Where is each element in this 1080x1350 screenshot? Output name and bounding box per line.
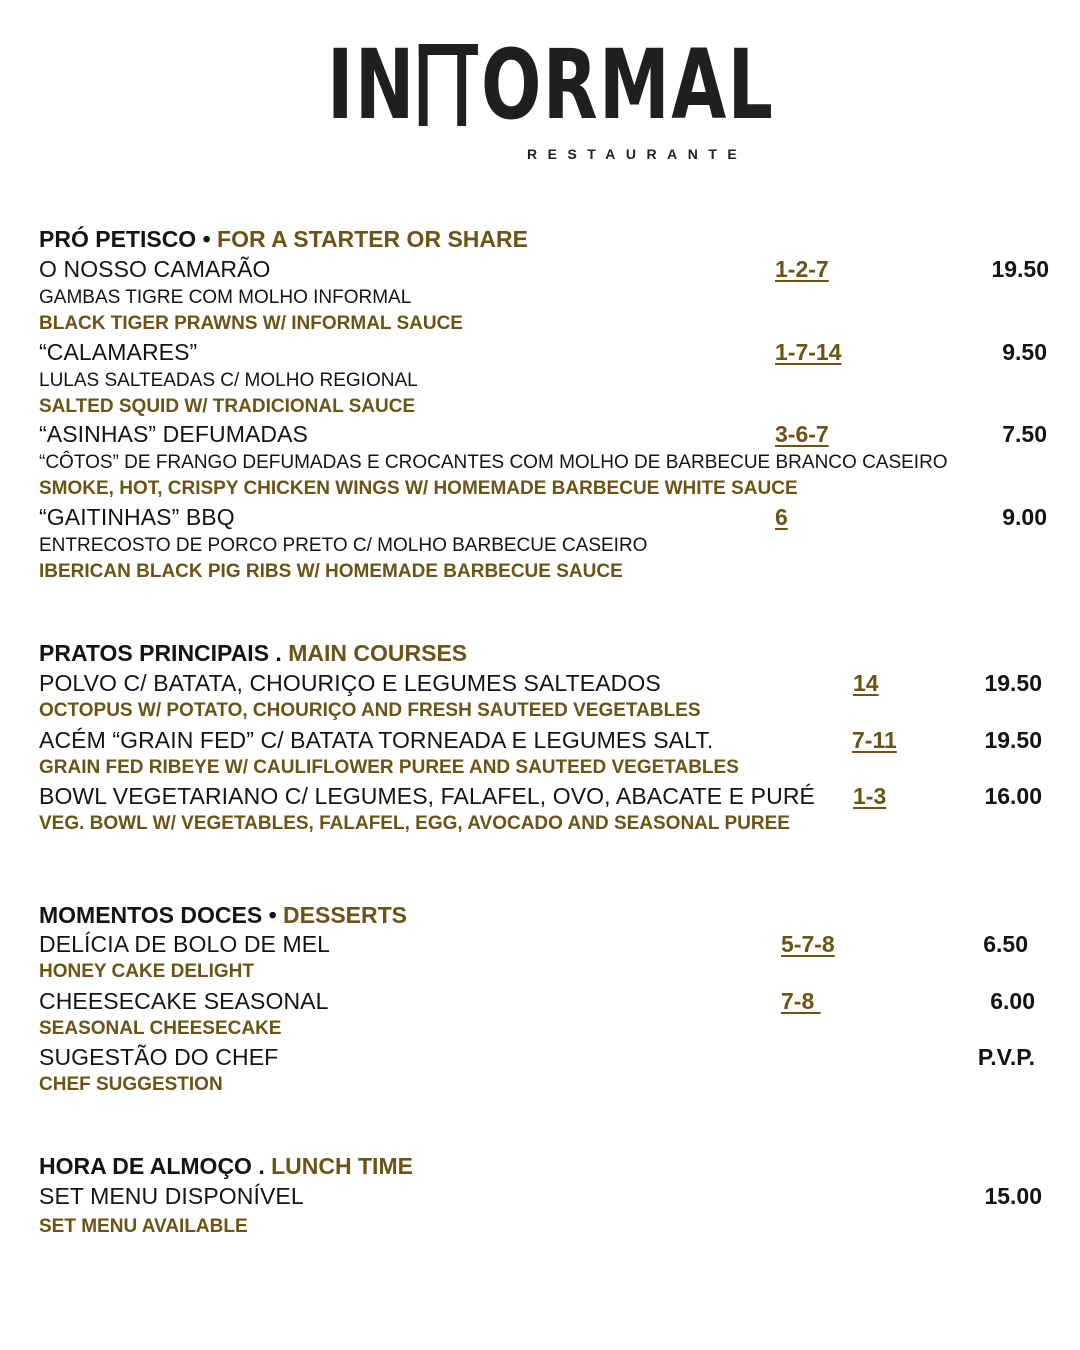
section-title-lunch <box>39 1153 413 1180</box>
menu-item-desc-en: IBERICAN BLACK PIG RIBS W/ HOMEMADE BARBECUE SAUCE <box>39 561 623 582</box>
menu-item-name: SET MENU DISPONÍVEL <box>39 1183 304 1209</box>
section-title-en: FOR A STARTER OR SHARE <box>217 226 528 252</box>
allergen-codes: 5-7-8 <box>781 931 835 957</box>
logo-text-end: ORMAL <box>480 44 775 126</box>
logo-f-mark-icon <box>419 44 478 126</box>
allergen-codes: 14 <box>853 670 879 696</box>
section-title-en: LUNCH TIME <box>271 1153 413 1179</box>
menu-item-name: POLVO C/ BATATA, CHOURIÇO E LEGUMES SALTEADOS <box>39 670 661 696</box>
menu-item-desc-pt: LULAS SALTEADAS C/ MOLHO REGIONAL <box>39 370 418 391</box>
allergen-codes: 6 <box>775 504 788 530</box>
menu-item-desc-en: BLACK TIGER PRAWNS W/ INFORMAL SAUCE <box>39 313 463 334</box>
section-title-pt: PRÓ PETISCO • <box>39 226 218 252</box>
menu-item-name: SUGESTÃO DO CHEF <box>39 1044 279 1070</box>
menu-item-desc-en: CHEF SUGGESTION <box>39 1074 223 1095</box>
menu-item-desc-en: SALTED SQUID W/ TRADICIONAL SAUCE <box>39 396 416 417</box>
menu-item-price: 15.00 <box>984 1183 1042 1209</box>
menu-item-name: O NOSSO CAMARÃO <box>39 256 271 282</box>
allergen-codes: 1-7-14 <box>775 339 842 365</box>
section-title-pt: PRATOS PRINCIPAIS . <box>39 640 289 666</box>
menu-item-price: 9.00 <box>1002 504 1047 530</box>
menu-item-desc-en: OCTOPUS W/ POTATO, CHOURIÇO AND FRESH SAUTEED VEGETABLES <box>39 700 701 721</box>
menu-item-desc-en: SMOKE, HOT, CRISPY CHICKEN WINGS W/ HOMEMADE BARBECUE WHITE SAUCE <box>39 478 798 499</box>
allergen-codes: 7-8 <box>781 988 821 1014</box>
menu-item-price: 6.00 <box>990 988 1035 1014</box>
restaurant-logo <box>327 44 774 126</box>
allergen-codes: 3-6-7 <box>775 421 829 447</box>
section-title-pt: HORA DE ALMOÇO . <box>39 1153 272 1179</box>
allergen-codes: 1-3 <box>853 783 887 809</box>
menu-item-desc-pt: ENTRECOSTO DE PORCO PRETO C/ MOLHO BARBECUE CASEIRO <box>39 535 648 556</box>
logo-text-start: IN <box>327 44 416 126</box>
menu-item-price: 6.50 <box>983 931 1028 957</box>
menu-item-price: 9.50 <box>1002 339 1047 365</box>
section-title-pt: MOMENTOS DOCES • <box>39 902 284 928</box>
section-title-desserts <box>39 902 407 929</box>
allergen-codes: 7-11 <box>852 727 897 753</box>
menu-item-desc-en: VEG. BOWL W/ VEGETABLES, FALAFEL, EGG, AVOCADO AND SEASONAL PUREE <box>39 813 790 834</box>
allergen-codes: 1-2-7 <box>775 256 829 282</box>
menu-item-name: “CALAMARES” <box>39 339 198 365</box>
menu-item-desc-pt: “CÔTOS” DE FRANGO DEFUMADAS E CROCANTES COM MOLHO DE BARBECUE BRANCO CASEIRO <box>39 452 948 473</box>
menu-item-price: 19.50 <box>984 670 1042 696</box>
menu-item-desc-en: SEASONAL CHEESECAKE <box>39 1018 282 1039</box>
menu-item-name: CHEESECAKE SEASONAL <box>39 988 329 1014</box>
menu-item-name: “ASINHAS” DEFUMADAS <box>39 421 308 447</box>
menu-item-price: 7.50 <box>1002 421 1047 447</box>
section-title-en: MAIN COURSES <box>288 640 468 666</box>
menu-item-price: 19.50 <box>991 256 1049 282</box>
section-title-starters <box>39 226 528 253</box>
logo-subtitle: RESTAURANTE <box>527 146 748 162</box>
menu-item-desc-en: SET MENU AVAILABLE <box>39 1216 248 1237</box>
menu-item-name: “GAITINHAS” BBQ <box>39 504 235 530</box>
menu-item-name: ACÉM “GRAIN FED” C/ BATATA TORNEADA E LEGUMES SALT. <box>39 727 714 753</box>
menu-item-name: BOWL VEGETARIANO C/ LEGUMES, FALAFEL, OVO, ABACATE E PURÉ <box>39 783 815 809</box>
menu-item-desc-en: HONEY CAKE DELIGHT <box>39 961 255 982</box>
menu-item-price: 19.50 <box>984 727 1042 753</box>
menu-item-name: DELÍCIA DE BOLO DE MEL <box>39 931 331 957</box>
menu-item-price: P.V.P. <box>977 1044 1035 1070</box>
section-title-mains <box>39 640 467 667</box>
menu-item-desc-en: GRAIN FED RIBEYE W/ CAULIFLOWER PUREE AND SAUTEED VEGETABLES <box>39 757 739 778</box>
menu-item-price: 16.00 <box>984 783 1042 809</box>
menu-item-desc-pt: GAMBAS TIGRE COM MOLHO INFORMAL <box>39 287 412 308</box>
section-title-en: DESSERTS <box>283 902 408 928</box>
